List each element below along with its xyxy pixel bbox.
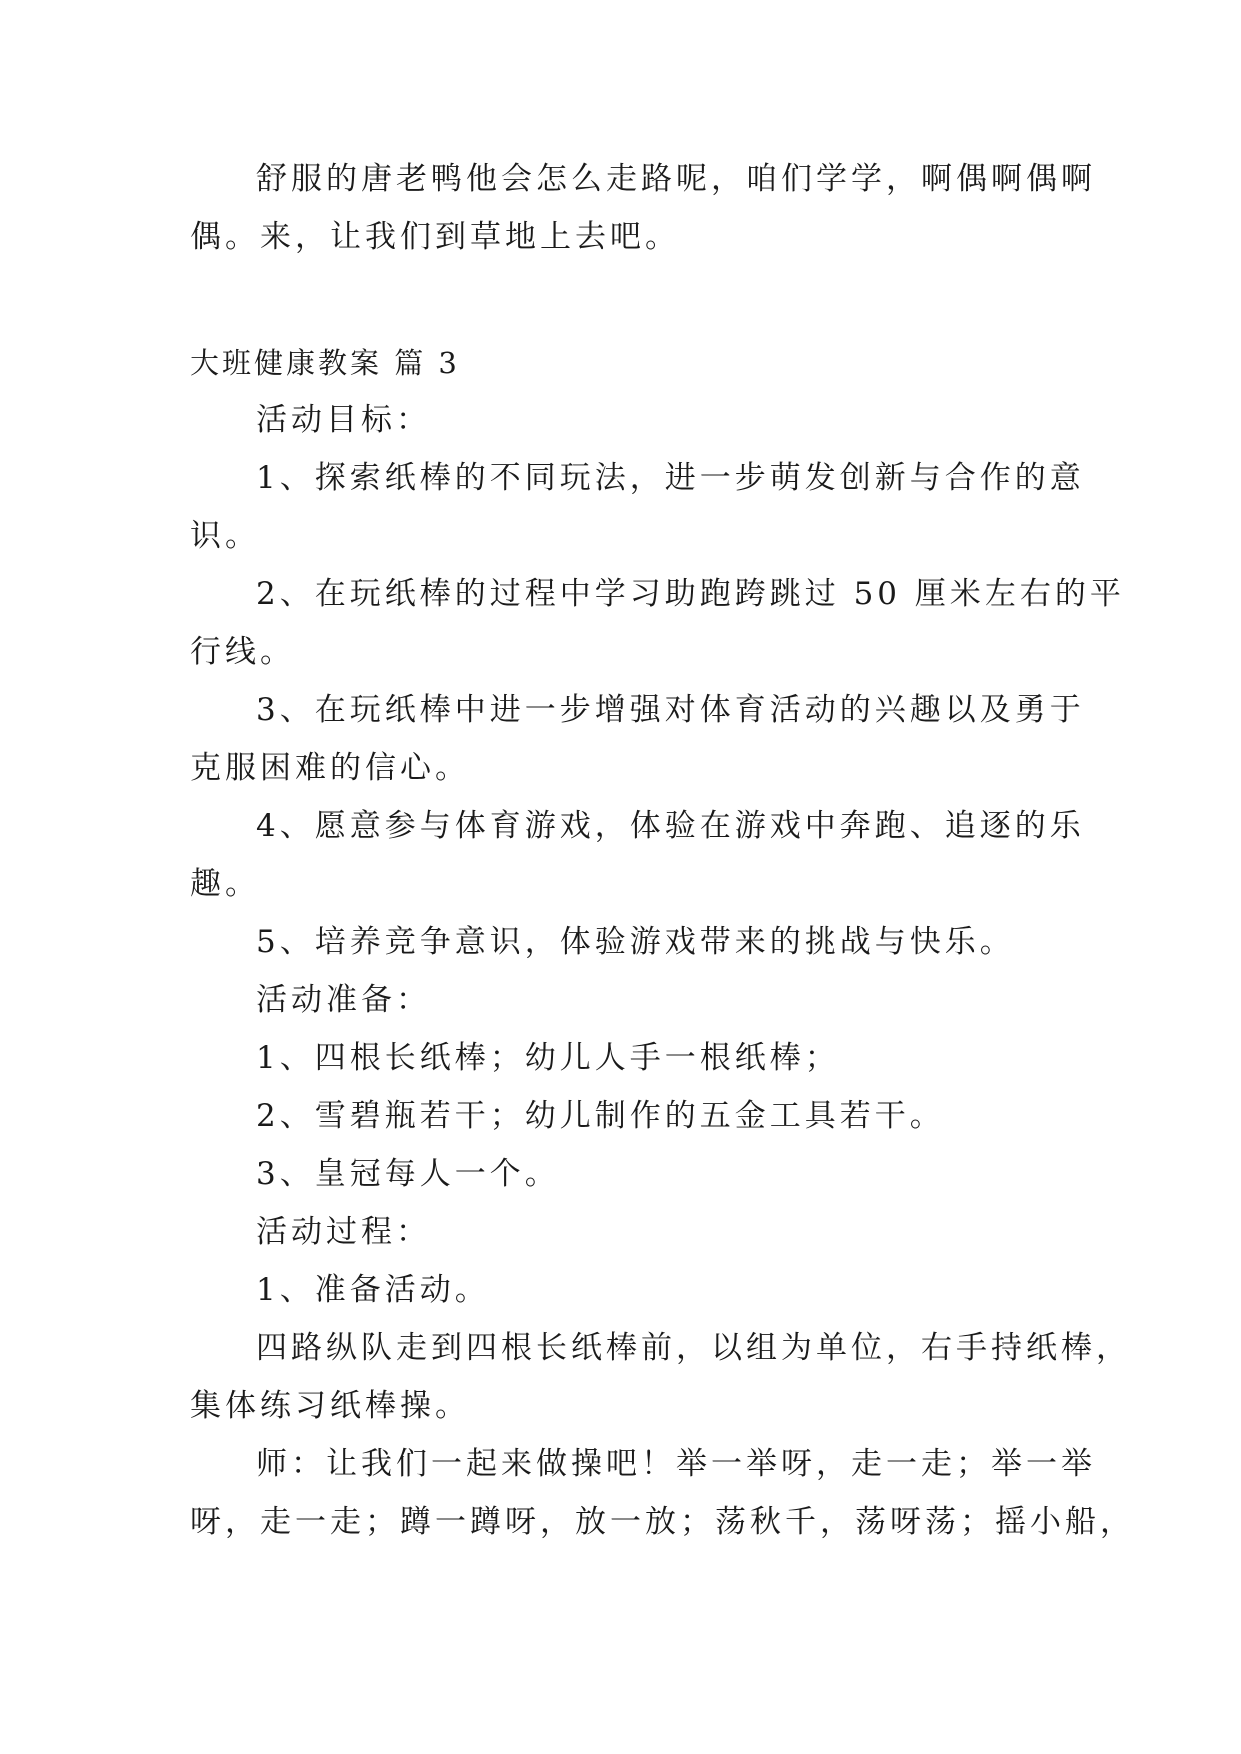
document-page <box>190 0 1135 1754</box>
paragraph-line: 1、探索纸棒的不同玩法，进一步萌发创新与合作的意 <box>256 460 1085 496</box>
paragraph-line: 克服困难的信心。 <box>190 750 470 786</box>
paragraph-line: 5、培养竞争意识，体验游戏带来的挑战与快乐。 <box>256 924 1015 960</box>
paragraph-line: 偶。来，让我们到草地上去吧。 <box>190 219 680 255</box>
paragraph-line: 3、在玩纸棒中进一步增强对体育活动的兴趣以及勇于 <box>256 692 1085 728</box>
paragraph-line: 四路纵队走到四根长纸棒前，以组为单位，右手持纸棒， <box>256 1330 1131 1366</box>
heading-goals: 活动目标： <box>256 402 431 438</box>
paragraph-line: 趣。 <box>190 866 260 902</box>
paragraph-line: 3、皇冠每人一个。 <box>256 1156 560 1192</box>
paragraph-line: 师：让我们一起来做操吧！举一举呀，走一走；举一举 <box>256 1446 1096 1482</box>
heading-preparation: 活动准备： <box>256 982 431 1018</box>
paragraph-line: 呀，走一走；蹲一蹲呀，放一放；荡秋千，荡呀荡；摇小船， <box>190 1504 1135 1540</box>
paragraph-line: 2、在玩纸棒的过程中学习助跑跨跳过 50 厘米左右的平 <box>256 576 1125 612</box>
section-title: 大班健康教案 篇 3 <box>190 346 460 380</box>
paragraph-line: 行线。 <box>190 634 295 670</box>
paragraph-line: 2、雪碧瓶若干；幼儿制作的五金工具若干。 <box>256 1098 945 1134</box>
paragraph-line: 识。 <box>190 518 260 554</box>
heading-process: 活动过程： <box>256 1214 431 1250</box>
paragraph-line: 集体练习纸棒操。 <box>190 1388 470 1424</box>
paragraph-line: 1、准备活动。 <box>256 1272 490 1308</box>
paragraph-line: 4、愿意参与体育游戏，体验在游戏中奔跑、追逐的乐 <box>256 808 1085 844</box>
paragraph-line: 1、四根长纸棒；幼儿人手一根纸棒； <box>256 1040 840 1076</box>
paragraph-line: 舒服的唐老鸭他会怎么走路呢，咱们学学，啊偶啊偶啊 <box>256 161 1096 197</box>
